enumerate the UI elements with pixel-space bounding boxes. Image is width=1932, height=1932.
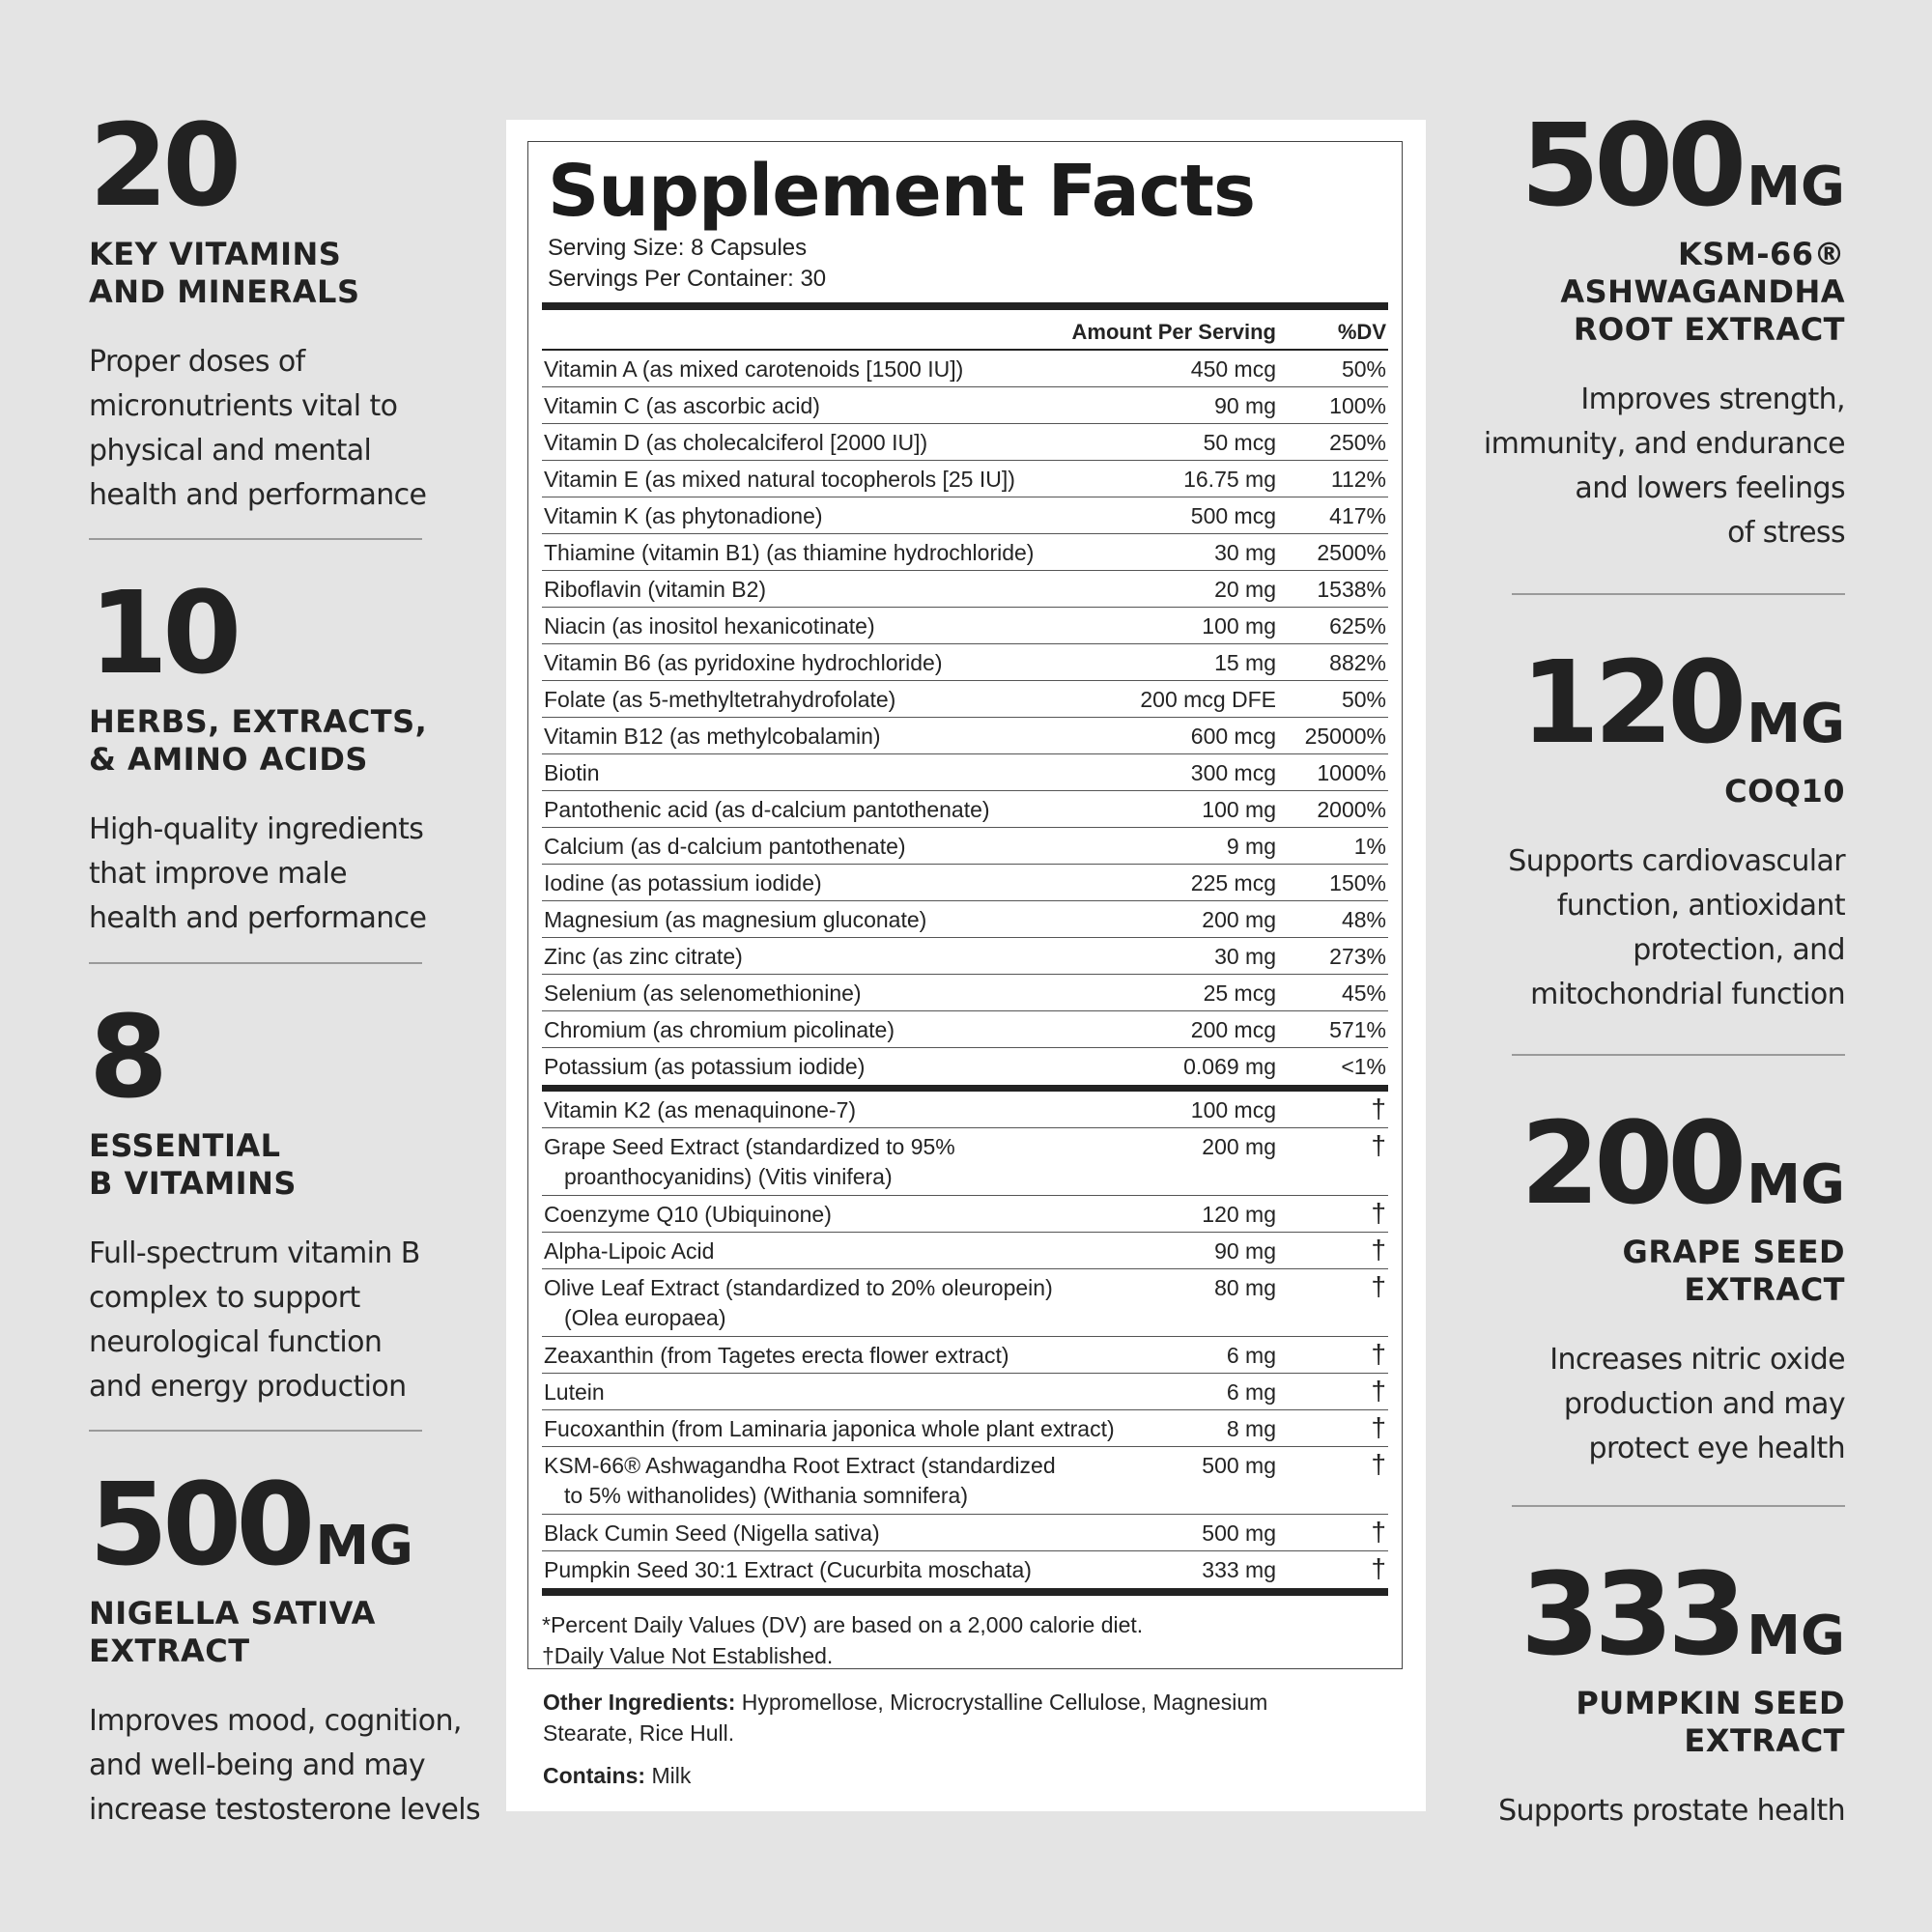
stat-heading-line: HERBS, EXTRACTS, (89, 703, 428, 740)
ingredient-amount: 90 mg (1214, 393, 1276, 418)
stat-description (89, 1699, 495, 1833)
ingredient-name (544, 1017, 895, 1043)
stat-heading (1420, 236, 1845, 349)
facts-row (542, 1092, 1388, 1128)
ingredient-dv: 882% (1329, 650, 1386, 675)
stat-unit: MG (1747, 1153, 1845, 1216)
ingredient-dv: † (1371, 1517, 1386, 1547)
facts-row (542, 424, 1388, 461)
ingredient-amount: 80 mg (1214, 1275, 1276, 1300)
ingredient-amount: 600 mcg (1190, 724, 1276, 749)
stat-heading-line: EXTRACT (89, 1633, 250, 1669)
stat-heading (89, 1595, 495, 1670)
facts-row (542, 571, 1388, 608)
facts-row (542, 1196, 1388, 1233)
stat-number (1420, 99, 1845, 232)
ingredient-dv: † (1371, 1130, 1386, 1160)
ingredient-amount: 200 mg (1202, 907, 1276, 932)
ingredient-name-line: Vitamin E (as mixed natural tocopherols [25 IU]) (544, 467, 1015, 492)
ingredient-name (544, 870, 822, 896)
thick-rule (542, 1085, 1388, 1092)
ingredient-amount: 25 mcg (1203, 980, 1276, 1006)
stat-divider (1512, 593, 1845, 595)
stat-description-line: function, antioxidant (1556, 889, 1845, 923)
stat-description-line: Full-spectrum vitamin B (89, 1236, 420, 1270)
facts-row (542, 754, 1388, 791)
contains-value: Milk (651, 1763, 692, 1788)
footnote-dagger: †Daily Value Not Established. (542, 1643, 834, 1668)
ingredient-name (544, 1097, 856, 1123)
ingredient-amount: 300 mcg (1190, 760, 1276, 785)
ingredient-name (544, 834, 906, 860)
ingredient-dv: † (1371, 1376, 1386, 1406)
ingredient-name-line: Vitamin D (as cholecalciferol [2000 IU]) (544, 430, 928, 455)
facts-row (542, 791, 1388, 828)
stat-description (89, 1232, 495, 1409)
stat-heading-line: AND MINERALS (89, 273, 360, 310)
stat-description (89, 808, 495, 941)
footnote-dv: *Percent Daily Values (DV) are based on a 2,000 calorie diet. (542, 1612, 1144, 1637)
stat-divider (89, 962, 422, 964)
stat-divider (1512, 1054, 1845, 1056)
other-ingredients (543, 1687, 1374, 1718)
ingredient-dv: 112% (1330, 467, 1386, 492)
stat-description-line: physical and mental (89, 434, 372, 468)
ingredient-name-line: Vitamin K (as phytonadione) (544, 503, 823, 528)
ingredient-name-line: Zeaxanthin (from Tagetes erecta flower extract) (544, 1343, 1009, 1368)
other-ingredients-line: Stearate, Rice Hull. (543, 1720, 735, 1746)
footnotes (542, 1609, 1388, 1671)
ingredient-name-line: Niacin (as inositol hexanicotinate) (544, 613, 875, 639)
stat-description-line: Improves mood, cognition, (89, 1704, 462, 1738)
stat-value: 500 (1520, 99, 1742, 232)
ingredient-name-line: Vitamin K2 (as menaquinone-7) (544, 1097, 857, 1122)
ingredient-amount: 20 mg (1214, 577, 1276, 602)
ingredient-name (544, 1343, 1009, 1369)
stat-description (1420, 1789, 1845, 1833)
stat-unit: MG (1747, 1605, 1845, 1667)
ingredient-amount: 6 mg (1226, 1343, 1276, 1368)
ingredient-name-line: Riboflavin (vitamin B2) (544, 577, 767, 602)
ingredient-amount: 200 mcg DFE (1140, 687, 1276, 712)
ingredient-name (544, 1238, 714, 1264)
ingredient-name-line: Potassium (as potassium iodide) (544, 1054, 866, 1079)
stat-description (89, 340, 495, 518)
ingredient-dv: 48% (1341, 907, 1386, 932)
stat-number (1420, 1096, 1845, 1230)
stat-description-line: Increases nitric oxide (1549, 1343, 1845, 1377)
stat-description-line: of stress (1727, 516, 1845, 550)
stat-description-line: Supports cardiovascular (1508, 844, 1845, 878)
ingredient-amount: 16.75 mg (1183, 467, 1276, 492)
facts-table-header (542, 310, 1388, 351)
facts-row (542, 828, 1388, 865)
ingredient-name-line: Pumpkin Seed 30:1 Extract (Cucurbita moschata) (544, 1557, 1032, 1582)
stat-heading-line: ESSENTIAL (89, 1127, 281, 1164)
ingredient-name-line: Vitamin C (as ascorbic acid) (544, 393, 820, 418)
facts-row (542, 608, 1388, 644)
stat-heading (89, 703, 495, 779)
facts-row (542, 718, 1388, 754)
stat-value: 200 (1520, 1096, 1742, 1230)
ingredient-dv: 2000% (1317, 797, 1386, 822)
ingredient-dv: † (1371, 1339, 1386, 1369)
facts-row (542, 497, 1388, 534)
stat-heading-line: COQ10 (1724, 773, 1845, 810)
ingredient-name-line: Lutein (544, 1379, 605, 1405)
stat-coq10 (1420, 636, 1845, 1017)
stat-description-line: health and performance (89, 478, 427, 512)
other-ingredients-line: Hypromellose, Microcrystalline Cellulose, Magnesium (741, 1690, 1268, 1715)
ingredient-dv: 50% (1341, 356, 1386, 382)
facts-row (542, 901, 1388, 938)
ingredient-dv: † (1371, 1094, 1386, 1123)
ingredient-name (544, 1453, 1056, 1509)
facts-row (542, 681, 1388, 718)
stat-heading-line: B VITAMINS (89, 1165, 297, 1202)
ingredient-name (544, 1275, 1053, 1331)
stat-heading-line: ASHWAGANDHA (1560, 273, 1845, 310)
ingredient-name (544, 797, 990, 823)
facts-row (542, 1128, 1388, 1196)
facts-row (542, 1551, 1388, 1588)
ingredient-name-line: Biotin (544, 760, 600, 785)
column-amount-header: Amount Per Serving (1071, 320, 1276, 344)
ingredient-name (544, 1557, 1032, 1583)
stat-heading (1420, 1685, 1845, 1760)
stat-description-line: health and performance (89, 901, 427, 935)
ingredient-amount: 0.069 mg (1183, 1054, 1276, 1079)
stat-description-line: and lowers feelings (1575, 471, 1845, 505)
stat-description-line: production and may (1563, 1387, 1845, 1421)
stat-key-vitamins (89, 99, 495, 518)
ingredient-dv: 571% (1329, 1017, 1386, 1042)
ingredient-name (544, 1379, 605, 1406)
stat-value: 120 (1520, 636, 1742, 769)
allergen-contains (543, 1760, 1374, 1791)
ingredient-amount: 120 mg (1202, 1202, 1276, 1227)
ingredient-name-line: Black Cumin Seed (Nigella sativa) (544, 1520, 880, 1546)
stat-number (89, 990, 495, 1123)
thick-rule (542, 302, 1388, 310)
ingredient-dv: 100% (1329, 393, 1386, 418)
ingredient-name-line: Calcium (as d-calcium pantothenate) (544, 834, 906, 859)
stat-unit: MG (315, 1515, 414, 1577)
column-dv-header: %DV (1337, 320, 1386, 344)
facts-row (542, 1269, 1388, 1337)
stat-description-line: Improves strength, (1580, 383, 1845, 416)
facts-row (542, 1011, 1388, 1048)
ingredient-name-line: Alpha-Lipoic Acid (544, 1238, 715, 1264)
ingredient-name (544, 430, 927, 456)
stat-heading-line: NIGELLA SATIVA (89, 1595, 376, 1632)
stat-number (89, 99, 495, 232)
stat-heading-line: KSM-66® (1678, 236, 1845, 272)
ingredient-amount: 333 mg (1202, 1557, 1276, 1582)
facts-row (542, 1337, 1388, 1374)
ingredient-name-line: Selenium (as selenomethionine) (544, 980, 862, 1006)
ingredient-dv: † (1371, 1235, 1386, 1264)
stat-description-line: that improve male (89, 857, 348, 891)
ingredient-amount: 6 mg (1226, 1379, 1276, 1405)
ingredient-amount: 200 mcg (1190, 1017, 1276, 1042)
ingredient-amount: 100 mg (1202, 797, 1276, 822)
ingredient-name-line: Chromium (as chromium picolinate) (544, 1017, 895, 1042)
facts-row (542, 1410, 1388, 1447)
thick-rule (542, 1588, 1388, 1596)
ingredient-amount: 15 mg (1214, 650, 1276, 675)
stat-grape-seed (1420, 1096, 1845, 1471)
stat-description-line: protection, and (1633, 933, 1845, 967)
ingredient-name (544, 1520, 880, 1547)
stat-heading (89, 1127, 495, 1203)
ingredient-name-line: Olive Leaf Extract (standardized to 20% oleuropein) (544, 1275, 1053, 1300)
ingredient-amount: 100 mg (1202, 613, 1276, 639)
ingredient-dv: † (1371, 1198, 1386, 1228)
ingredient-name-line: Iodine (as potassium iodide) (544, 870, 822, 895)
ingredient-name (544, 393, 820, 419)
stat-heading (89, 236, 495, 311)
stat-unit: MG (1747, 156, 1845, 218)
other-ingredients-cont (543, 1718, 1374, 1748)
facts-row (542, 387, 1388, 424)
ingredient-dv: † (1371, 1553, 1386, 1583)
ingredient-amount: 500 mg (1202, 1520, 1276, 1546)
ingredient-dv: 150% (1329, 870, 1386, 895)
stat-description-line: Supports prostate health (1498, 1794, 1845, 1828)
ingredient-name (544, 650, 943, 676)
stat-ashwagandha (1420, 99, 1845, 555)
stat-description-line: Proper doses of (89, 345, 305, 379)
ingredient-name (544, 1134, 955, 1190)
stat-number (1420, 1548, 1845, 1681)
ingredient-name-line: Thiamine (vitamin B1) (as thiamine hydrochloride) (544, 540, 1035, 565)
ingredient-name (544, 1054, 865, 1080)
other-ingredients-section (543, 1687, 1374, 1791)
stat-heading-line: KEY VITAMINS (89, 236, 342, 272)
ingredient-dv: 1% (1353, 834, 1386, 859)
ingredient-dv: † (1371, 1412, 1386, 1442)
ingredient-amount: 100 mcg (1190, 1097, 1276, 1122)
stat-heading-line: ROOT EXTRACT (1573, 311, 1845, 348)
ingredient-name (544, 980, 862, 1007)
facts-row (542, 534, 1388, 571)
stat-heading-line: GRAPE SEED (1622, 1234, 1845, 1270)
stat-pumpkin-seed (1420, 1548, 1845, 1833)
stat-unit: MG (1747, 693, 1845, 755)
ingredient-name (544, 1202, 832, 1228)
stat-description-line: mitochondrial function (1530, 978, 1845, 1011)
ingredient-dv: 50% (1341, 687, 1386, 712)
ingredient-dv: 417% (1329, 503, 1386, 528)
ingredient-dv: † (1371, 1271, 1386, 1301)
ingredient-dv: 1538% (1317, 577, 1386, 602)
ingredient-amount: 90 mg (1214, 1238, 1276, 1264)
stat-description (1420, 378, 1845, 555)
ingredient-name (544, 613, 875, 639)
facts-row (542, 1374, 1388, 1410)
ingredient-dv: <1% (1341, 1054, 1386, 1079)
ingredient-dv: 250% (1329, 430, 1386, 455)
ingredient-name (544, 724, 881, 750)
ingredient-dv: 625% (1329, 613, 1386, 639)
stat-description-line: protect eye health (1588, 1432, 1845, 1465)
contains-label: Contains: (543, 1763, 646, 1788)
ingredient-amount: 8 mg (1226, 1416, 1276, 1441)
ingredient-name-line: Folate (as 5-methyltetrahydrofolate) (544, 687, 896, 712)
ingredient-name-line: Fucoxanthin (from Laminaria japonica whole plant extract) (544, 1416, 1115, 1441)
stat-description (1420, 839, 1845, 1017)
stat-divider (89, 1430, 422, 1432)
facts-row (542, 975, 1388, 1011)
facts-row (542, 1233, 1388, 1269)
ingredient-name-line: Coenzyme Q10 (Ubiquinone) (544, 1202, 832, 1227)
ingredient-name-line: Magnesium (as magnesium gluconate) (544, 907, 927, 932)
servings-per-container: Servings Per Container: 30 (548, 266, 827, 292)
ingredient-dv: 273% (1329, 944, 1386, 969)
facts-table (542, 302, 1388, 1671)
ingredient-name (544, 356, 963, 383)
stat-description (1420, 1338, 1845, 1471)
stat-heading-line: PUMPKIN SEED (1576, 1685, 1845, 1721)
stat-number (89, 566, 495, 699)
ingredient-name (544, 467, 1015, 493)
stat-nigella-sativa (89, 1458, 495, 1833)
ingredient-dv: 1000% (1317, 760, 1386, 785)
ingredient-name (544, 907, 926, 933)
ingredient-name-line: KSM-66® Ashwagandha Root Extract (standardized (544, 1453, 1056, 1478)
serving-size: Serving Size: 8 Capsules (548, 235, 808, 261)
stat-value: 10 (89, 566, 237, 699)
other-ingredients-label: Other Ingredients: (543, 1690, 736, 1715)
ingredient-dv: 45% (1341, 980, 1386, 1006)
ingredient-name-line: Vitamin B6 (as pyridoxine hydrochloride) (544, 650, 943, 675)
facts-row (542, 865, 1388, 901)
ingredient-name (544, 1416, 1115, 1442)
ingredient-amount: 500 mcg (1190, 503, 1276, 528)
ingredient-dv: 2500% (1317, 540, 1386, 565)
facts-row (542, 351, 1388, 387)
stat-description-line: and well-being and may (89, 1748, 426, 1782)
stat-divider (1512, 1505, 1845, 1507)
facts-row (542, 461, 1388, 497)
stat-heading-line: & AMINO ACIDS (89, 741, 368, 778)
ingredient-name-line: to 5% withanolides) (Withania somnifera) (564, 1483, 969, 1508)
facts-title: Supplement Facts (548, 150, 1256, 233)
stat-value: 500 (89, 1458, 310, 1591)
ingredient-dv: † (1371, 1449, 1386, 1479)
stat-value: 20 (89, 99, 237, 232)
ingredient-name (544, 577, 766, 603)
stat-heading-line: EXTRACT (1684, 1271, 1845, 1308)
ingredient-dv: 25000% (1304, 724, 1386, 749)
stat-description-line: complex to support (89, 1281, 360, 1315)
facts-row (542, 1515, 1388, 1551)
ingredient-name (544, 687, 895, 713)
stat-number (89, 1458, 495, 1591)
ingredient-name-line: Grape Seed Extract (standardized to 95% (544, 1134, 955, 1159)
stat-heading (1420, 773, 1845, 810)
ingredient-amount: 50 mcg (1203, 430, 1276, 455)
stat-herbs-extracts (89, 566, 495, 941)
supplement-facts-panel (506, 120, 1426, 1811)
ingredient-name (544, 540, 1034, 566)
stat-value: 333 (1520, 1548, 1742, 1681)
ingredient-amount: 500 mg (1202, 1453, 1276, 1478)
stat-description-line: and energy production (89, 1370, 407, 1404)
stat-description-line: micronutrients vital to (89, 389, 398, 423)
facts-row (542, 938, 1388, 975)
ingredient-name-line: Zinc (as zinc citrate) (544, 944, 743, 969)
ingredient-name-line: Vitamin A (as mixed carotenoids [1500 IU]) (544, 356, 964, 382)
ingredient-name-line: (Olea europaea) (564, 1305, 726, 1330)
stat-description-line: neurological function (89, 1325, 383, 1359)
stat-b-vitamins (89, 990, 495, 1409)
supplement-facts-label (527, 141, 1403, 1669)
facts-row (542, 1048, 1388, 1085)
ingredient-amount: 30 mg (1214, 944, 1276, 969)
stat-description-line: High-quality ingredients (89, 812, 424, 846)
ingredient-amount: 200 mg (1202, 1134, 1276, 1159)
ingredient-name (544, 944, 743, 970)
ingredient-name-line: Vitamin B12 (as methylcobalamin) (544, 724, 881, 749)
facts-row (542, 644, 1388, 681)
stat-divider (89, 538, 422, 540)
ingredient-amount: 225 mcg (1190, 870, 1276, 895)
stat-description-line: immunity, and endurance (1483, 427, 1845, 461)
vitamin-rows (542, 351, 1388, 1085)
stat-number (1420, 636, 1845, 769)
stat-description-line: increase testosterone levels (89, 1793, 481, 1827)
ingredient-name (544, 503, 823, 529)
ingredient-amount: 30 mg (1214, 540, 1276, 565)
ingredient-name-line: proanthocyanidins) (Vitis vinifera) (564, 1164, 893, 1189)
other-ingredient-rows (542, 1092, 1388, 1588)
ingredient-name-line: Pantothenic acid (as d-calcium pantothenate) (544, 797, 990, 822)
stat-value: 8 (89, 990, 163, 1123)
ingredient-amount: 9 mg (1226, 834, 1276, 859)
ingredient-amount: 450 mcg (1190, 356, 1276, 382)
stat-heading (1420, 1234, 1845, 1309)
ingredient-name (544, 760, 600, 786)
stat-heading-line: EXTRACT (1684, 1722, 1845, 1759)
facts-row (542, 1447, 1388, 1515)
